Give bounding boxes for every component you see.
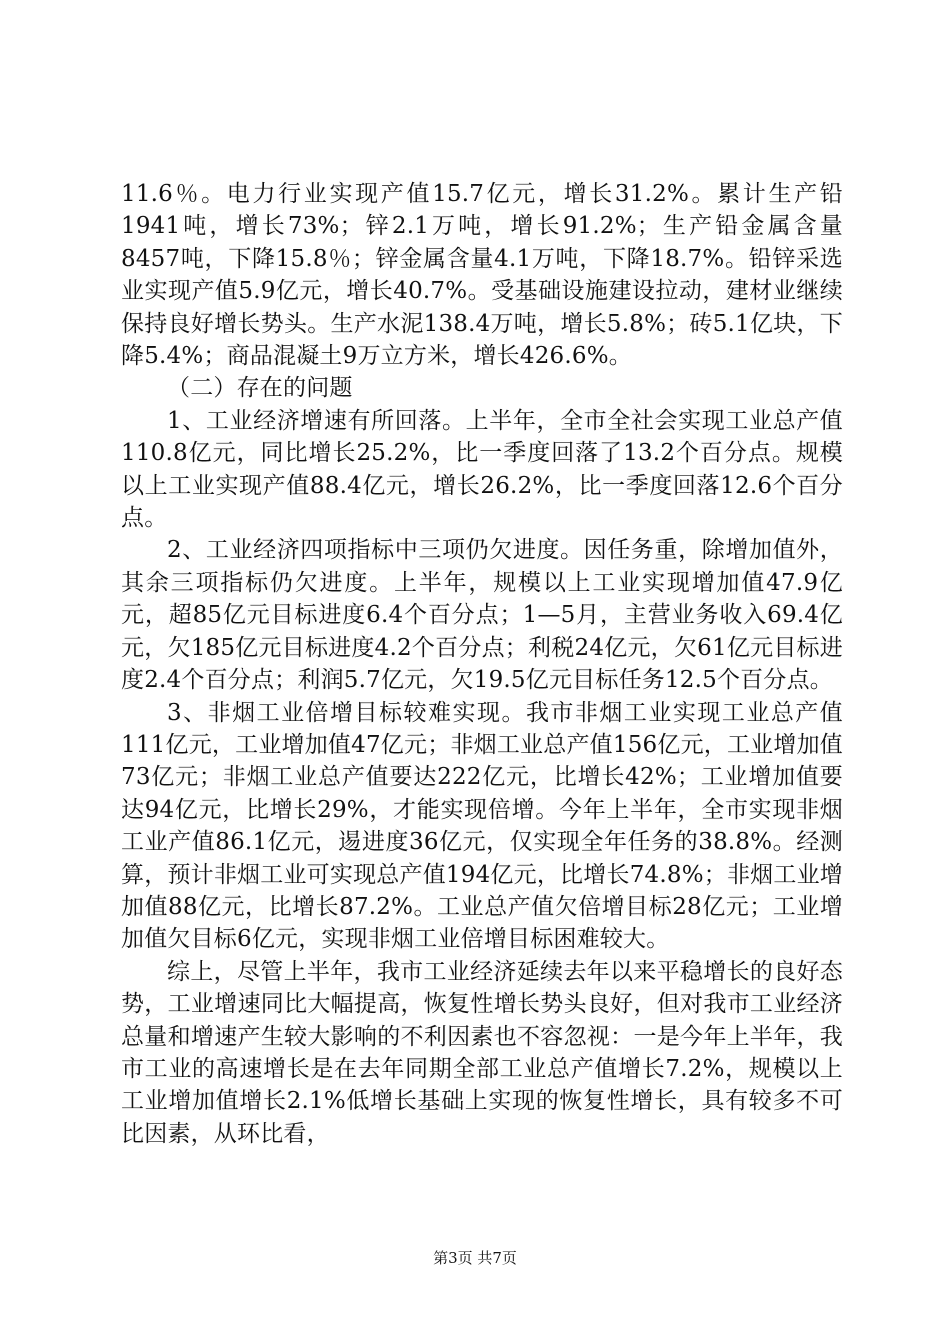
paragraph-growth-slowdown: 1、工业经济增速有所回落。上半年，全市全社会实现工业总产值110.8亿元，同比增长25.2%，比一季度回落了13.2个百分点。规模以上工业实现产值88.4亿元，增长26.2%，比一季度回落12.6个百分点。: [121, 407, 843, 532]
paragraph-non-tobacco-target: 3、非烟工业倍增目标较难实现。我市非烟工业实现工业总产值111亿元，工业增加值47亿元；非烟工业总产值156亿元，工业增加值73亿元；非烟工业总产值要达222亿元，比增长42%；工业增加值要达94亿元，比增长29%，才能实现倍增。今年上半年，全市实现非烟工业产值86.1亿元，逷进度36亿元，仅实现全年任务的38.8%。经测算，预计非烟工业可实现总产值194亿元，比增长74.8%；非烟工业增加值88亿元，比增长87.2%。工业总产值欠倍增目标28亿元；工业增加值欠目标6亿元，实现非烟工业倍增目标困难较大。: [121, 699, 843, 953]
page-number-footer: 第3页 共7页: [433, 1249, 517, 1267]
document-body: [121, 178, 843, 1150]
section-heading-problems: （二）存在的问题: [167, 375, 353, 402]
paragraph-industry-output: 11.6％。电力行业实现产值15.7亿元，增长31.2%。累计生产铅1941吨，增长73%；锌2.1万吨，增长91.2%；生产铅金属含量8457吨，下降15.8％；锌金属含量4.1万吨，下降18.7%。铅锌采选业实现产值5.9亿元，增长40.7%。受基础设施建设拉动，建材业继续保持良好增长势头。生产水泥138.4万吨，增长5.8%；砖5.1亿块，下降5.4%；商品混凝土9万立方米，增长426.6%。: [121, 181, 843, 370]
paragraph-indicators-behind: 2、工业经济四项指标中三项仍欠进度。因任务重，除增加值外，其余三项指标仍欠进度。上半年，规模以上工业实现增加值47.9亿元，超85亿元目标进度6.4个百分点；1—5月，主营业务收入69.4亿元，欠185亿元目标进度4.2个百分点；利税24亿元，欠61亿元目标进度2.4个百分点；利润5.7亿元，欠19.5亿元目标任务12.5个百分点。: [121, 537, 843, 694]
paragraph-summary: 综上，尽管上半年，我市工业经济延续去年以来平稳增长的良好态势，工业增速同比大幅提高，恢复性增长势头良好，但对我市工业经济总量和增速产生较大影响的不利因素也不容忽视：一是今年上半年，我市工业的高速增长是在去年同期全部工业总产值增长7.2%，规模以上工业增加值增长2.1%低增长基础上实现的恢复性增长，具有较多不可比因素，从环比看，: [121, 958, 843, 1147]
